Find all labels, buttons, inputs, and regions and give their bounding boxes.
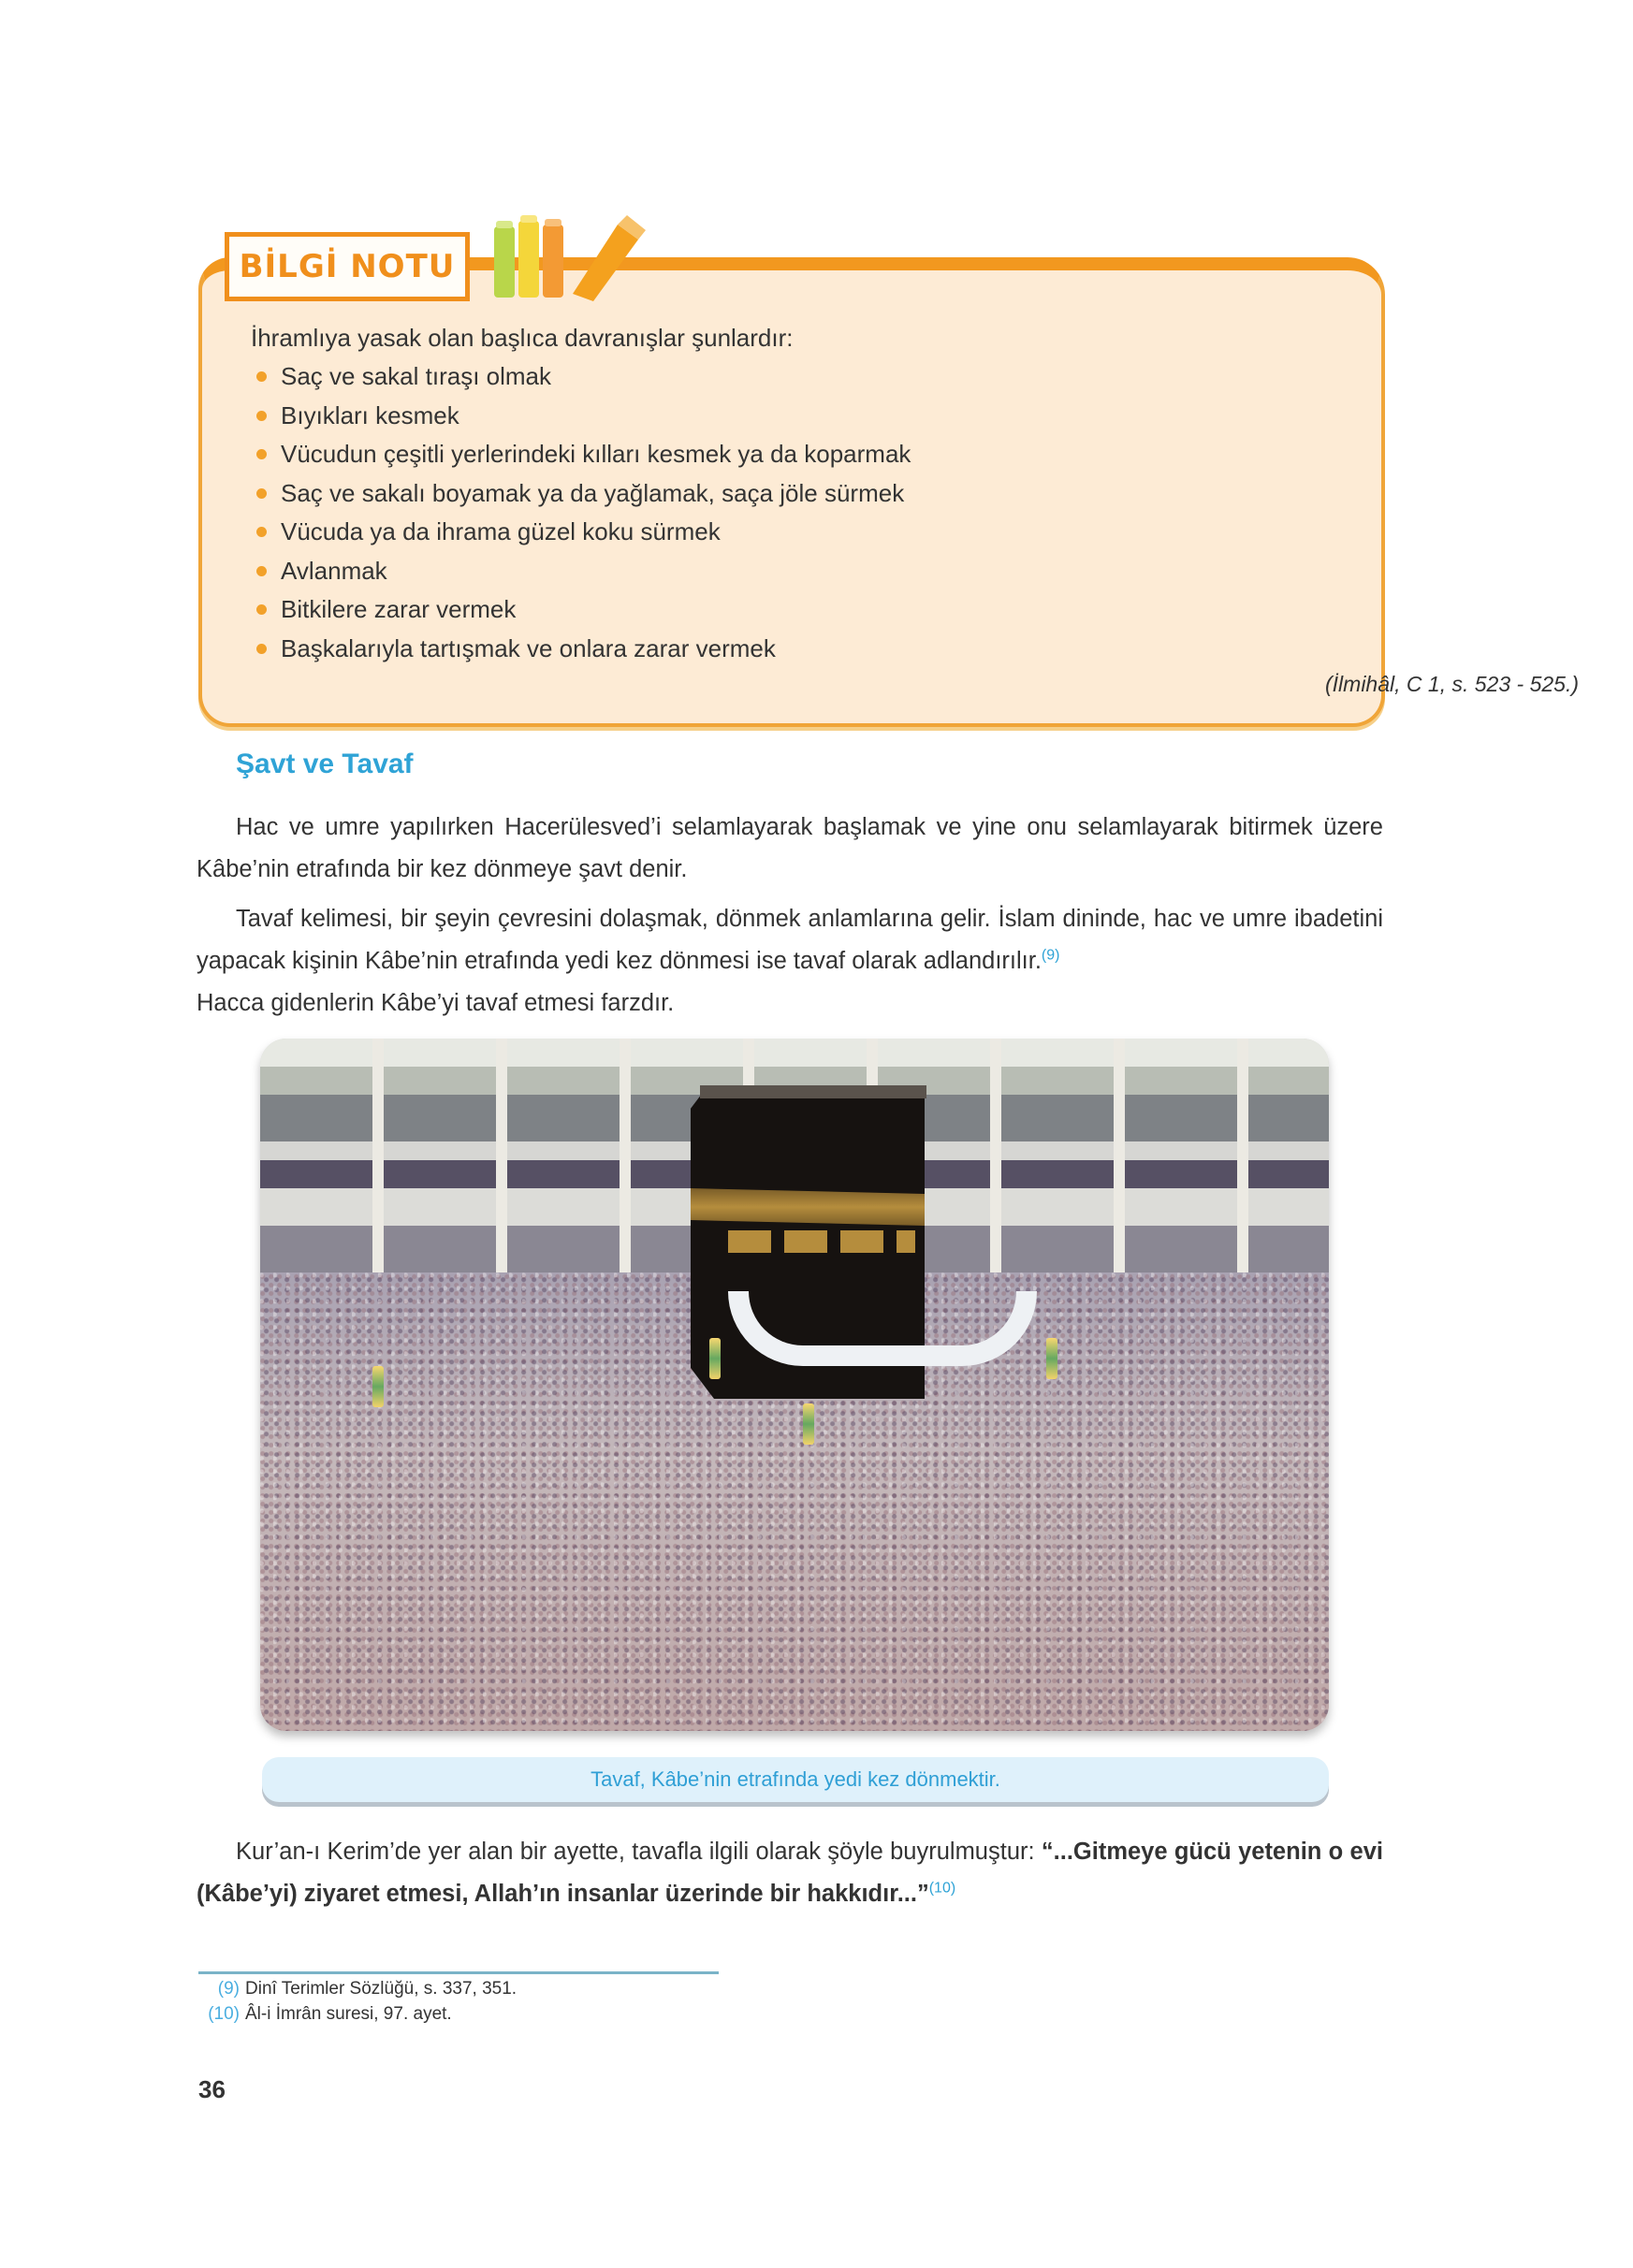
bullet-icon: [256, 449, 267, 459]
quran-quote: “...Gitmeye gücü yetenin o evi (Kâbe’yi) ziyaret etmesi, Allah’ın insanlar üzerinde bir hakkıdır...”: [197, 1839, 1383, 1907]
list-item: Saç ve sakalı boyamak ya da yağlamak, saça jöle sürmek: [251, 474, 1355, 514]
footnotes: [198, 1976, 517, 2027]
list-item: Vücuda ya da ihrama güzel koku sürmek: [251, 513, 1355, 552]
kaaba-roof: [700, 1085, 926, 1098]
bullet-icon: [256, 566, 267, 576]
paragraph-savt: Hac ve umre yapılırken Hacerülesved’i selamlayarak başlamak ve yine onu selamlayarak bitirmek üzere Kâbe’nin etrafında bir kez dönmeye şavt denir.: [197, 814, 1383, 882]
lamp-icon: [803, 1403, 814, 1445]
list-item: Bıyıkları kesmek: [251, 397, 1355, 436]
kaaba-gold-band: [691, 1188, 925, 1226]
section-title: Şavt ve Tavaf: [236, 749, 414, 779]
info-box-body: [251, 318, 1355, 668]
lamp-icon: [709, 1338, 721, 1379]
footnote-9: (9) Dinî Terimler Sözlüğü, s. 337, 351.: [217, 1979, 518, 1999]
bullet-icon: [256, 604, 267, 615]
lamp-icon: [372, 1366, 384, 1407]
kaaba-panels: [728, 1230, 915, 1253]
info-box-label: BİLGİ NOTU: [225, 232, 470, 301]
list-item: Bitkilere zarar vermek: [251, 590, 1355, 630]
bullet-icon: [256, 644, 267, 654]
info-box-list: [251, 357, 1355, 668]
lamp-icon: [1046, 1338, 1057, 1379]
paragraph-quote: Kur’an-ı Kerim’de yer alan bir ayette, tavafla ilgili olarak şöyle buyrulmuştur: “...Gitmeye gücü yetenin o evi (Kâbe’yi) ziyaret etmesi, Allah’ın insanlar üzerinde bir hakkıdır...”$^{(10)}$: [197, 1839, 1383, 1907]
list-item: Avlanmak: [251, 552, 1355, 591]
list-item: Başkalarıyla tartışmak ve onlara zarar vermek: [251, 630, 1355, 669]
info-box-source: (İlmihâl, C 1, s. 523 - 525.): [1325, 672, 1579, 696]
kaaba-photo: [260, 1039, 1329, 1731]
list-item: Vücudun çeşitli yerlerindeki kılları kesmek ya da koparmak: [251, 435, 1355, 474]
bullet-icon: [256, 371, 267, 382]
bullet-icon: [256, 527, 267, 537]
footnote-10: (10) Âl-i İmrân suresi, 97. ayet.: [208, 2004, 452, 2024]
list-item: Saç ve sakal tıraşı olmak: [251, 357, 1355, 397]
footnote-ref-10[interactable]: (10): [928, 1880, 956, 1897]
paragraph-tavaf: Tavaf kelimesi, bir şeyin çevresini dolaşmak, dönmek anlamlarına gelir. İslam dininde, hac ve umre ibadetini yapacak kişinin Kâbe’nin etrafında yedi kez dönmesi ise tavaf olarak adlandırılır.$^{(9)}$ Hacca gidenlerin Kâbe’yi tavaf etmesi farzdır.: [197, 906, 1383, 1016]
footnote-ref-9[interactable]: (9): [1041, 947, 1060, 964]
bullet-icon: [256, 488, 267, 499]
page-number: 36: [198, 2075, 226, 2103]
books-icon: [487, 208, 646, 301]
photo-caption: Tavaf, Kâbe’nin etrafında yedi kez dönmektir.: [262, 1757, 1329, 1802]
hijr-ismail-wall: [728, 1291, 1037, 1366]
info-box-intro: İhramlıya yasak olan başlıca davranışlar şunlardır:: [251, 324, 794, 352]
footnote-divider: [198, 1971, 719, 1974]
bullet-icon: [256, 411, 267, 421]
